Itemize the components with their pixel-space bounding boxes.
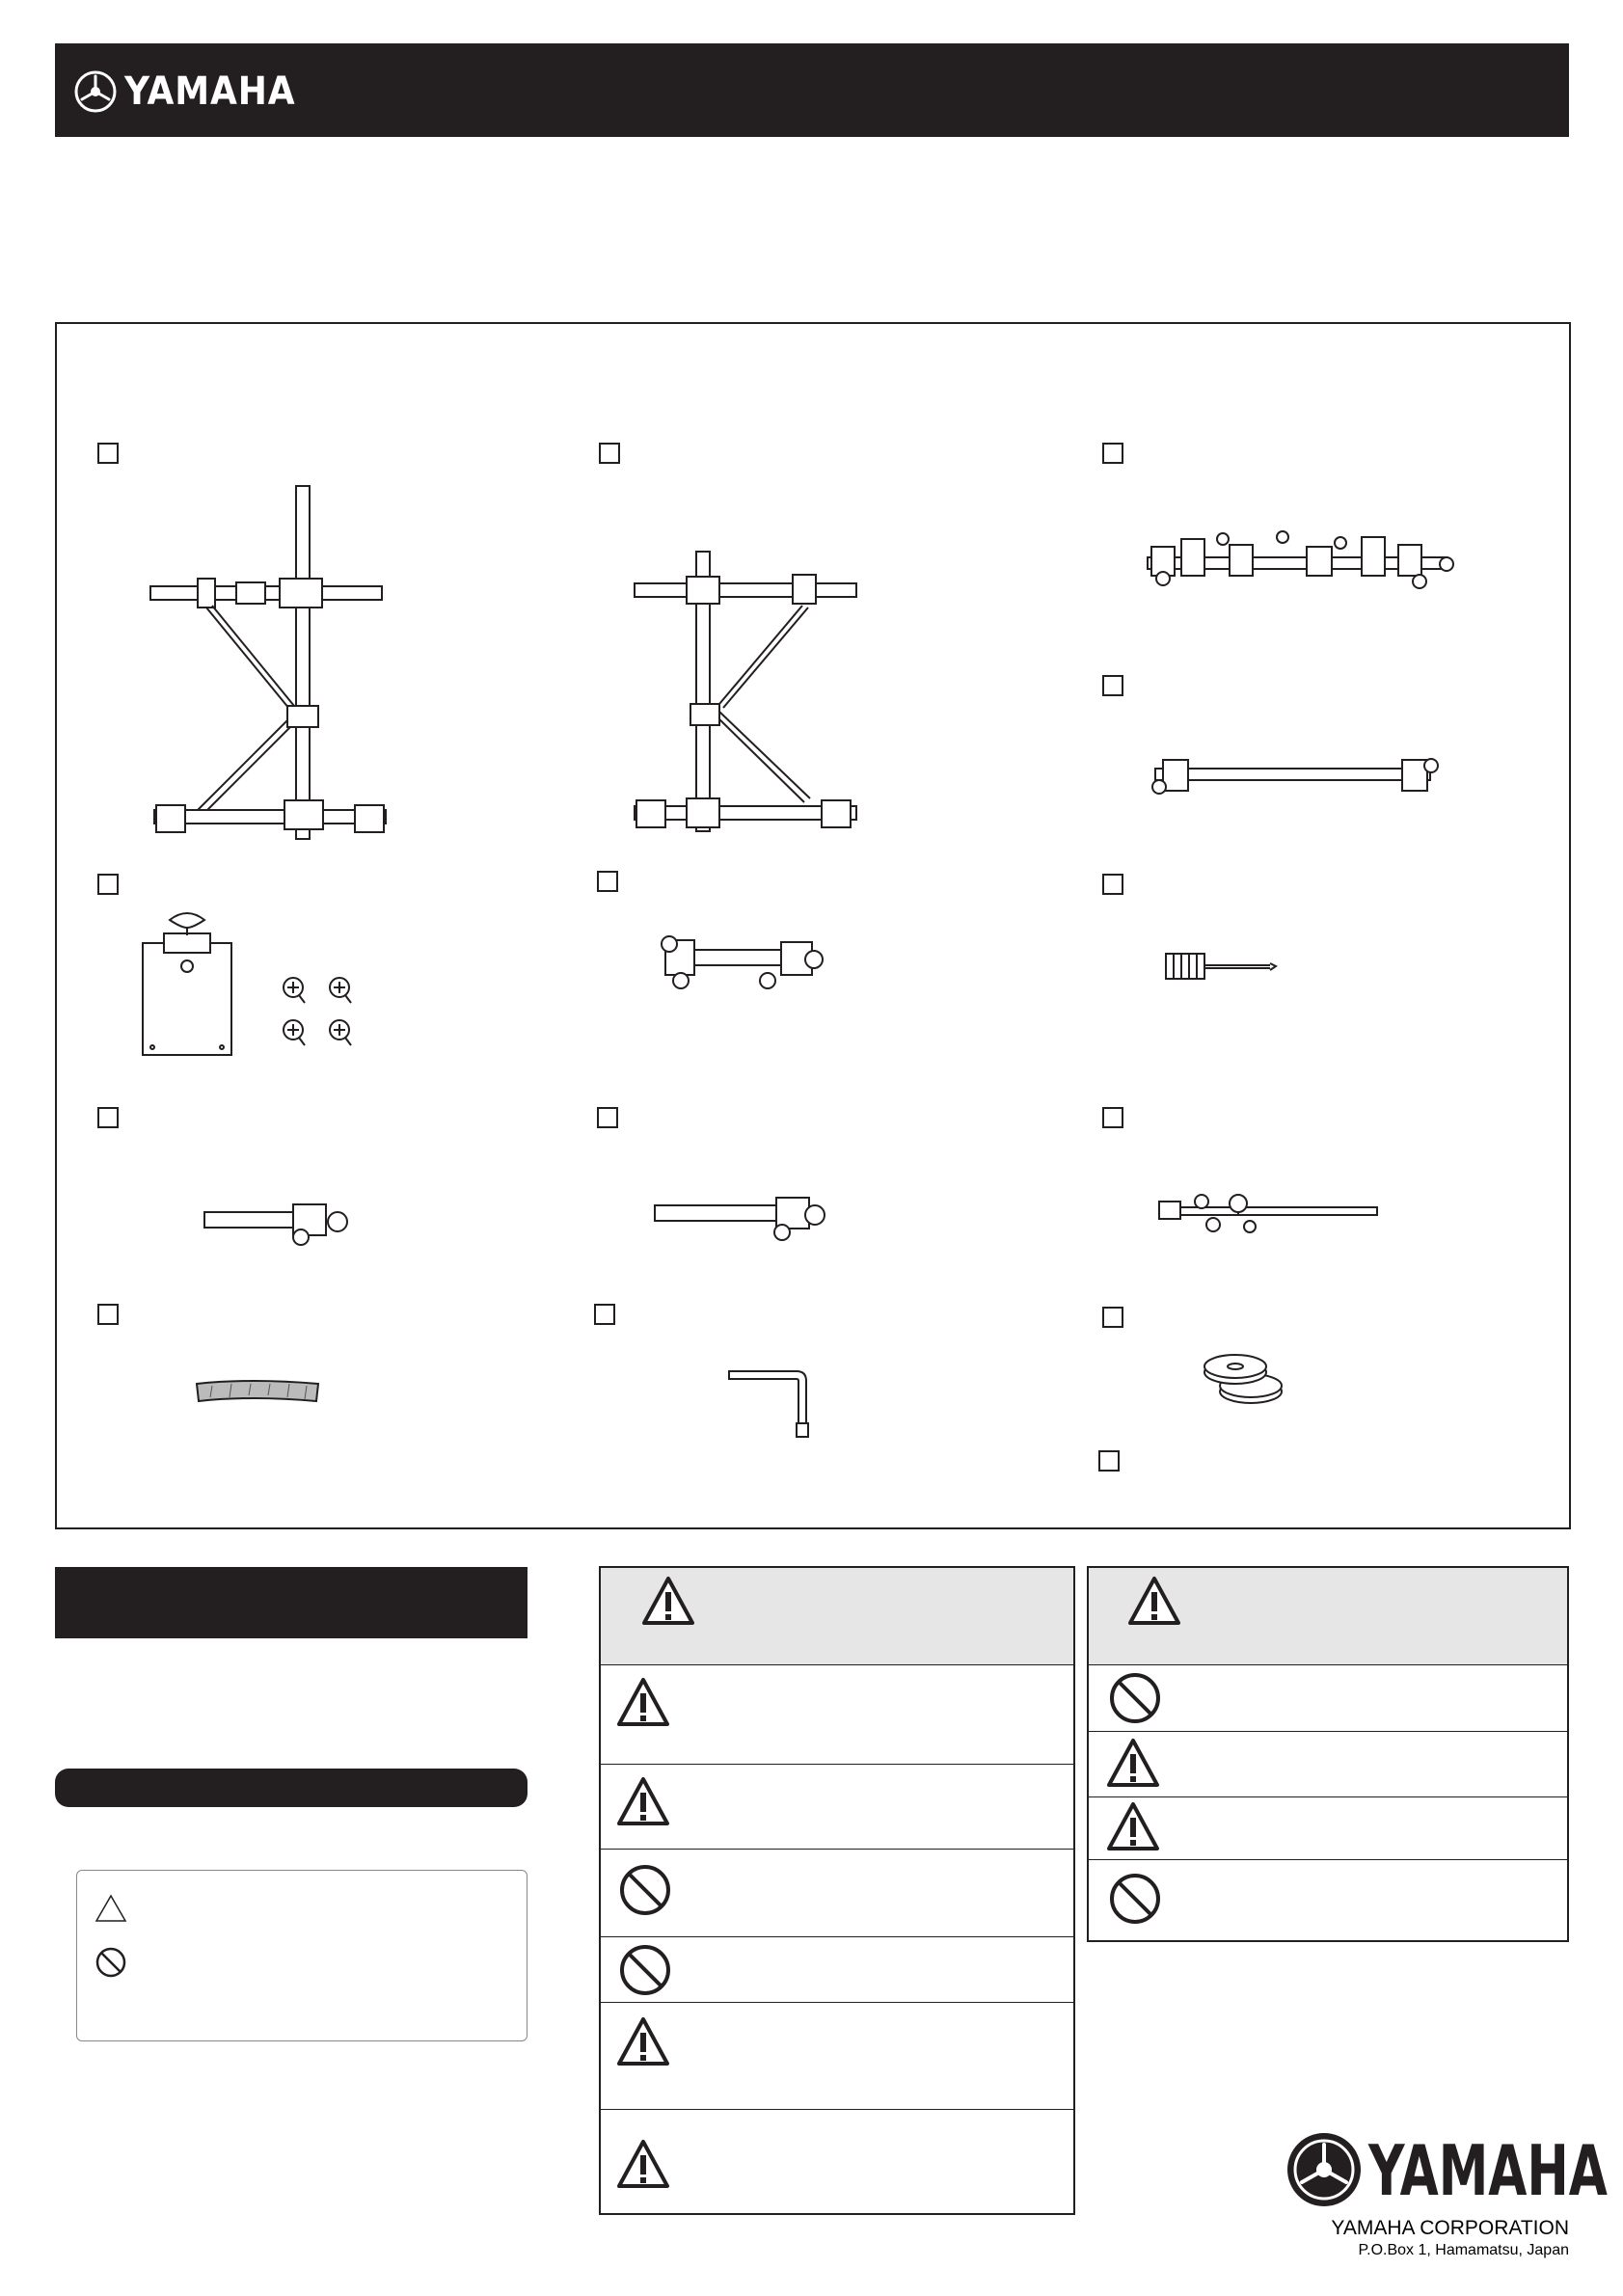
velcro-strap-icon [193, 1374, 323, 1408]
prohibited-icon [1108, 1872, 1162, 1926]
part-checkbox[interactable] [1102, 443, 1123, 464]
part-checkbox[interactable] [97, 1107, 119, 1128]
header-brand-text: YAMAHA [124, 69, 296, 114]
part-checkbox[interactable] [97, 443, 119, 464]
part-checkbox[interactable] [1102, 1107, 1123, 1128]
yamaha-emblem-icon [1285, 2131, 1363, 2208]
warning-row [601, 2110, 1073, 2215]
caution-triangle-icon [616, 2016, 670, 2066]
footer-brand-text: YAMAHA [1368, 2130, 1608, 2211]
clamp-rail-icon [1138, 526, 1466, 603]
prohibited-icon [618, 1943, 672, 1997]
header-brand [74, 69, 314, 114]
warning-icon [1127, 1576, 1181, 1626]
hex-wrench-icon [725, 1367, 822, 1440]
part-checkbox[interactable] [594, 1304, 615, 1325]
stand-right-icon [631, 550, 862, 839]
footer-logo [1285, 2130, 1608, 2276]
arm-short-icon [201, 1199, 355, 1247]
warning-row [601, 1850, 1073, 1937]
washer-pair-icon [1201, 1355, 1287, 1413]
prohibited-icon [618, 1863, 672, 1917]
drum-key-icon [1162, 948, 1278, 986]
warning-row [1089, 1732, 1567, 1797]
warning-row [1089, 1797, 1567, 1860]
boom-arm-icon [1155, 1188, 1382, 1241]
part-checkbox[interactable] [1102, 874, 1123, 895]
yamaha-emblem-icon [74, 70, 117, 113]
precautions-heading-bar [55, 1567, 527, 1638]
part-checkbox[interactable] [599, 443, 620, 464]
warning-row [601, 1765, 1073, 1850]
part-checkbox[interactable] [1102, 1307, 1123, 1328]
warning-table-a [599, 1566, 1075, 2215]
prohibited-icon [95, 1946, 127, 1979]
short-rail-icon [1146, 752, 1445, 800]
warning-icon [641, 1576, 695, 1626]
section-pill-bar [55, 1769, 527, 1807]
stand-left-icon [145, 482, 395, 844]
caution-triangle-icon [616, 1677, 670, 1727]
bolt-set-icon [276, 974, 363, 1051]
warning-table-a-header [601, 1568, 1073, 1665]
warning-row [601, 1665, 1073, 1765]
caution-triangle-icon [1106, 1738, 1160, 1788]
part-checkbox[interactable] [97, 874, 119, 895]
mount-plate-icon [139, 906, 235, 1061]
caution-triangle-icon [95, 1894, 127, 1923]
pipe-joint-icon [656, 931, 825, 993]
part-checkbox[interactable] [97, 1304, 119, 1325]
footer-address: P.O.Box 1, Hamamatsu, Japan [1358, 2242, 1569, 2258]
header-bar [55, 43, 1569, 137]
part-checkbox[interactable] [1098, 1450, 1120, 1472]
caution-triangle-icon [616, 1776, 670, 1826]
arm-long-icon [651, 1194, 825, 1247]
warning-row [1089, 1860, 1567, 1942]
caution-triangle-icon [1106, 1801, 1160, 1851]
footer-company: YAMAHA CORPORATION [1331, 2217, 1569, 2239]
caution-triangle-icon [616, 2139, 670, 2189]
warning-row [601, 2003, 1073, 2110]
part-checkbox[interactable] [597, 1107, 618, 1128]
part-checkbox[interactable] [597, 871, 618, 892]
prohibited-icon [1108, 1671, 1162, 1725]
warning-row [1089, 1665, 1567, 1732]
warning-table-b-header [1089, 1568, 1567, 1665]
symbol-legend-box [76, 1870, 527, 2041]
part-checkbox[interactable] [1102, 675, 1123, 696]
warning-table-b [1087, 1566, 1569, 1942]
warning-row [601, 1937, 1073, 2003]
